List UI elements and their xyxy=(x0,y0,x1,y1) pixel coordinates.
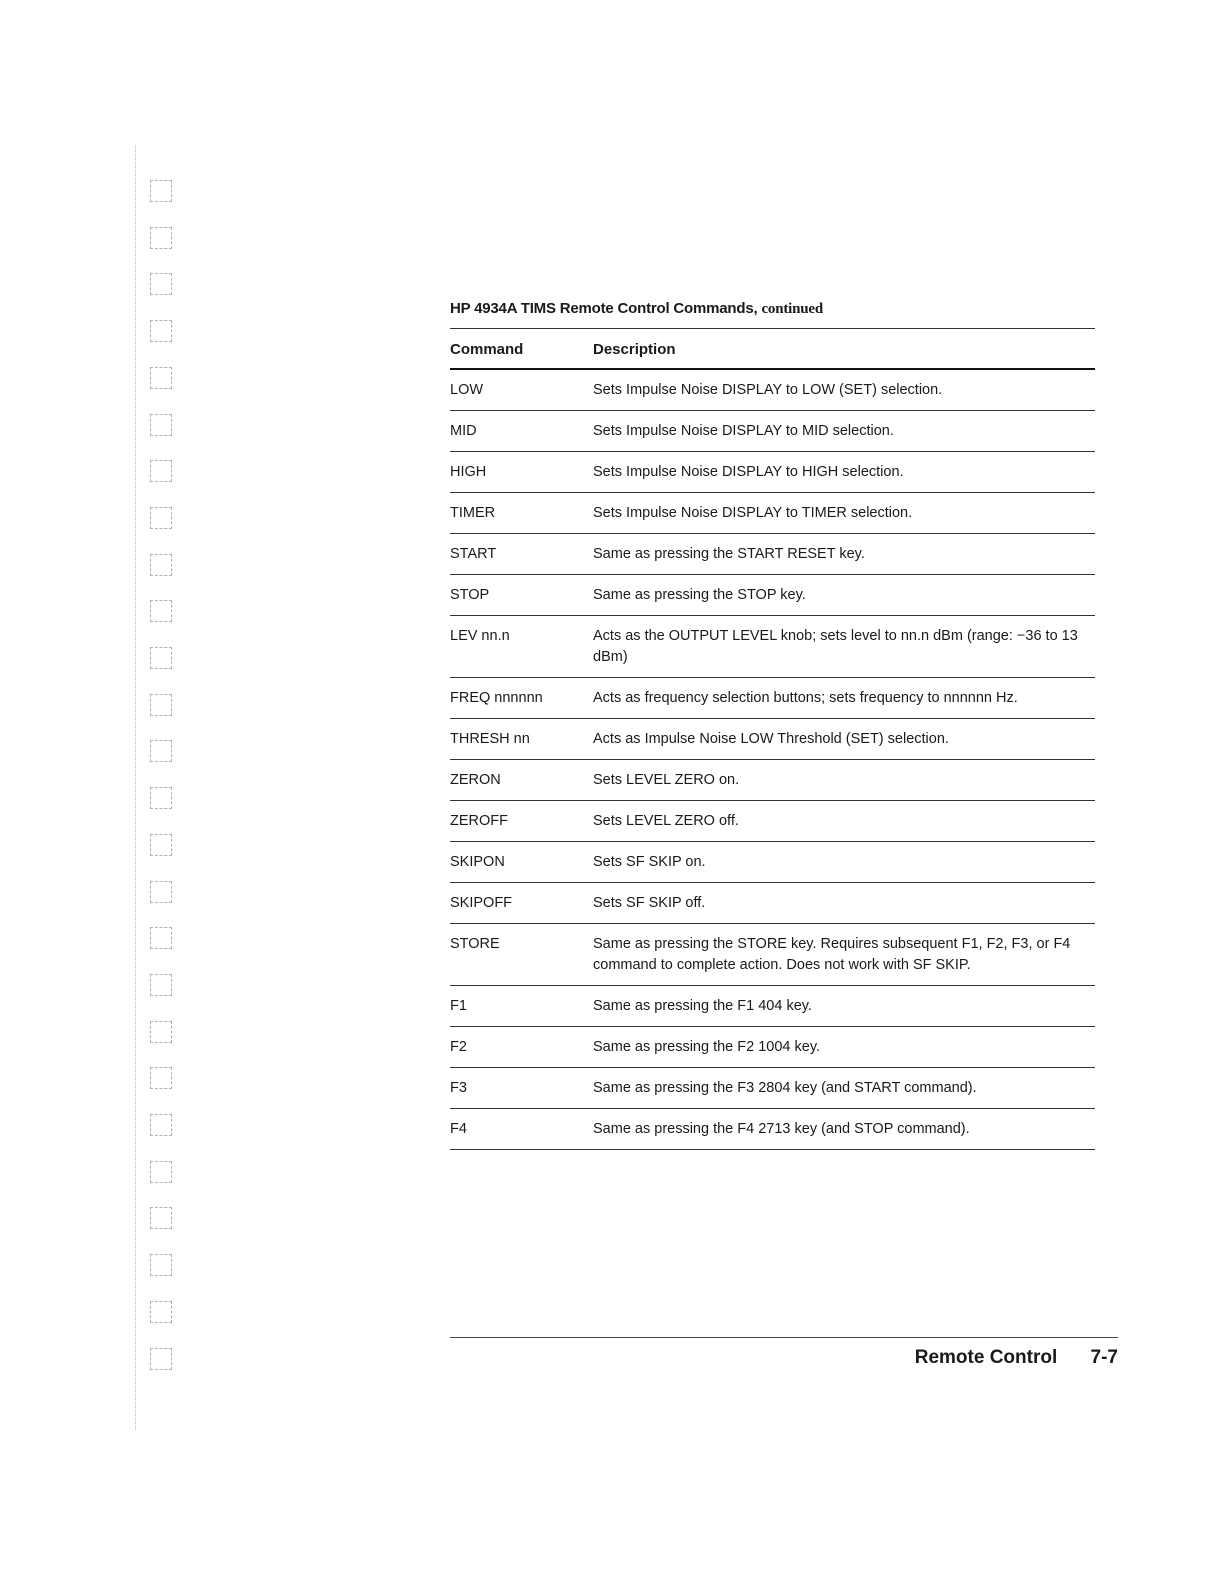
description-cell: Sets Impulse Noise DISPLAY to TIMER selection. xyxy=(593,493,1095,534)
binding-edge xyxy=(135,145,136,1430)
description-cell: Acts as Impulse Noise LOW Threshold (SET) selection. xyxy=(593,719,1095,760)
command-cell: FREQ nnnnnn xyxy=(450,678,593,719)
table-row xyxy=(450,1109,1095,1150)
table-title xyxy=(450,300,1095,318)
table-title-text: HP 4934A TIMS Remote Control Commands, xyxy=(450,300,758,317)
binding-hole xyxy=(150,1161,172,1183)
binding-hole xyxy=(150,1207,172,1229)
command-cell: THRESH nn xyxy=(450,719,593,760)
command-cell: LOW xyxy=(450,369,593,411)
command-cell: STORE xyxy=(450,924,593,986)
binding-hole xyxy=(150,694,172,716)
table-row xyxy=(450,1068,1095,1109)
description-cell: Sets Impulse Noise DISPLAY to LOW (SET) selection. xyxy=(593,369,1095,411)
command-cell: HIGH xyxy=(450,452,593,493)
description-cell: Same as pressing the STOP key. xyxy=(593,575,1095,616)
description-cell: Same as pressing the F1 404 key. xyxy=(593,986,1095,1027)
table-header-row xyxy=(450,329,1095,369)
binding-hole xyxy=(150,647,172,669)
table-row xyxy=(450,719,1095,760)
table-row xyxy=(450,493,1095,534)
header-command: Command xyxy=(450,329,593,369)
description-cell: Same as pressing the STORE key. Requires subsequent F1, F2, F3, or F4 command to complete action. Does not work with SF SKIP. xyxy=(593,924,1095,986)
table-row xyxy=(450,575,1095,616)
description-cell: Sets LEVEL ZERO on. xyxy=(593,760,1095,801)
command-cell: F3 xyxy=(450,1068,593,1109)
command-cell: F2 xyxy=(450,1027,593,1068)
table-row xyxy=(450,842,1095,883)
binding-hole xyxy=(150,1348,172,1370)
description-cell: Sets SF SKIP on. xyxy=(593,842,1095,883)
binding-hole xyxy=(150,1067,172,1089)
binding-hole xyxy=(150,1021,172,1043)
binding-hole xyxy=(150,1114,172,1136)
table-row xyxy=(450,452,1095,493)
description-cell: Same as pressing the F4 2713 key (and STOP command). xyxy=(593,1109,1095,1150)
command-cell: START xyxy=(450,534,593,575)
binding-hole xyxy=(150,320,172,342)
command-cell: MID xyxy=(450,411,593,452)
command-cell: F1 xyxy=(450,986,593,1027)
description-cell: Sets Impulse Noise DISPLAY to MID selection. xyxy=(593,411,1095,452)
binding-hole xyxy=(150,787,172,809)
binding-hole xyxy=(150,414,172,436)
binding-hole xyxy=(150,367,172,389)
binding-hole xyxy=(150,927,172,949)
description-cell: Acts as the OUTPUT LEVEL knob; sets level to nn.n dBm (range: −36 to 13 dBm) xyxy=(593,616,1095,678)
binding-hole xyxy=(150,507,172,529)
command-cell: LEV nn.n xyxy=(450,616,593,678)
description-cell: Same as pressing the START RESET key. xyxy=(593,534,1095,575)
binding-hole xyxy=(150,881,172,903)
table-row xyxy=(450,411,1095,452)
table-row xyxy=(450,801,1095,842)
binding-hole xyxy=(150,227,172,249)
page-footer xyxy=(915,1347,1118,1369)
table-row xyxy=(450,760,1095,801)
table-row xyxy=(450,616,1095,678)
binding-hole xyxy=(150,180,172,202)
page-number: 7-7 xyxy=(1090,1347,1118,1368)
description-cell: Acts as frequency selection buttons; sets frequency to nnnnnn Hz. xyxy=(593,678,1095,719)
description-cell: Sets LEVEL ZERO off. xyxy=(593,801,1095,842)
table-row xyxy=(450,369,1095,411)
commands-table xyxy=(450,329,1095,1150)
table-row xyxy=(450,678,1095,719)
binding-hole xyxy=(150,554,172,576)
footer-rule xyxy=(450,1337,1118,1338)
command-cell: SKIPON xyxy=(450,842,593,883)
binding-hole xyxy=(150,1301,172,1323)
command-cell: SKIPOFF xyxy=(450,883,593,924)
table-row xyxy=(450,883,1095,924)
binding-hole xyxy=(150,740,172,762)
table-row xyxy=(450,1027,1095,1068)
command-cell: F4 xyxy=(450,1109,593,1150)
table-row xyxy=(450,986,1095,1027)
footer-section-title: Remote Control xyxy=(914,1347,1058,1368)
header-description: Description xyxy=(593,329,1095,369)
command-cell: TIMER xyxy=(450,493,593,534)
description-cell: Same as pressing the F2 1004 key. xyxy=(593,1027,1095,1068)
command-table-section xyxy=(450,300,1095,1150)
binding-hole xyxy=(150,273,172,295)
description-cell: Same as pressing the F3 2804 key (and START command). xyxy=(593,1068,1095,1109)
command-cell: STOP xyxy=(450,575,593,616)
binding-hole xyxy=(150,600,172,622)
table-row xyxy=(450,534,1095,575)
description-cell: Sets SF SKIP off. xyxy=(593,883,1095,924)
command-cell: ZERON xyxy=(450,760,593,801)
binding-hole xyxy=(150,834,172,856)
description-cell: Sets Impulse Noise DISPLAY to HIGH selection. xyxy=(593,452,1095,493)
command-cell: ZEROFF xyxy=(450,801,593,842)
binding-hole xyxy=(150,460,172,482)
table-row xyxy=(450,924,1095,986)
table-title-continued: continued xyxy=(761,301,823,317)
binding-hole xyxy=(150,974,172,996)
binding-hole xyxy=(150,1254,172,1276)
